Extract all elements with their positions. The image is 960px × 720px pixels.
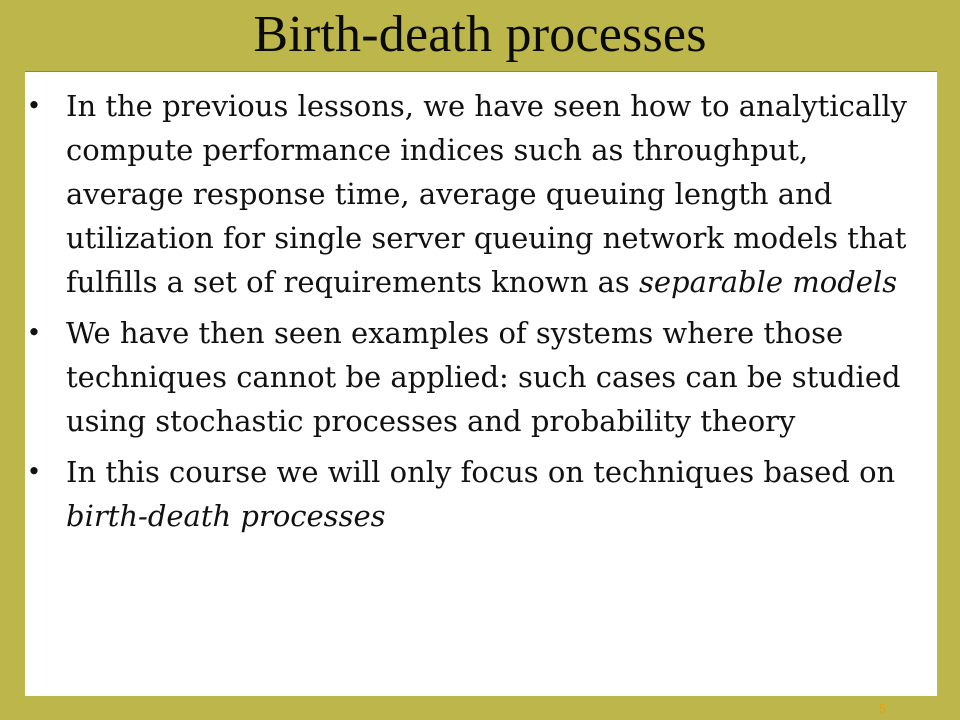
slide-title: Birth-death processes [253, 6, 707, 63]
bullet-icon: • [26, 318, 42, 347]
bullet-list [25, 84, 930, 545]
birth-death-processes-emphasis: birth-death processes [66, 499, 386, 533]
bullet-icon: • [26, 91, 42, 120]
slide-content-panel [25, 71, 937, 696]
bullet-text: In this course we will only focus on techniques based on [66, 455, 896, 489]
bullet-icon: • [26, 457, 42, 486]
separable-models-emphasis: separable models [639, 265, 898, 299]
page-number: 5 [879, 701, 887, 716]
bullet-item-examples [25, 311, 930, 443]
bullet-text: In the previous lessons, we have seen how to analytically compute performance indices such as throughput, average response time, average queuing length and utilization for single server queuing network models that fulfills a set of requirements known as [66, 89, 908, 299]
bullet-item-previous-lessons [25, 84, 930, 304]
bullet-item-course-focus [25, 450, 930, 538]
bullet-text: We have then seen examples of systems where those techniques cannot be applied: such cases can be studied using stochastic processes and probability theory [66, 316, 901, 438]
